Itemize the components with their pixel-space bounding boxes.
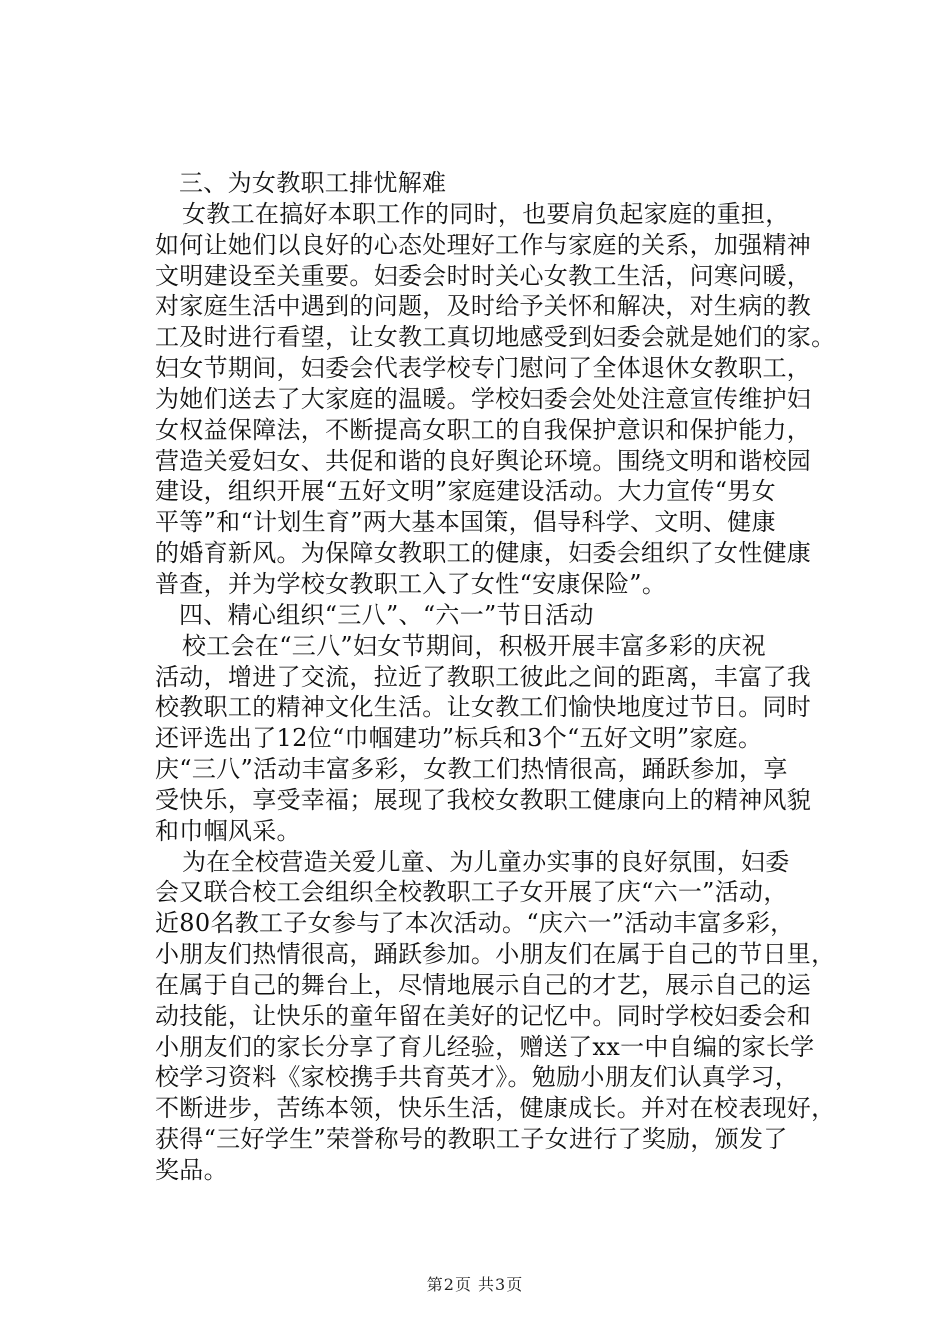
text-line: 平等”和“计划生育”两大基本国策，倡导科学、文明、健康 xyxy=(155,508,776,537)
text-line: 还评选出了12位“巾帼建功”标兵和3个“五好文明”家庭。 xyxy=(155,724,763,753)
text-line: 女教工在搞好本职工作的同时，也要肩负起家庭的重担， xyxy=(182,199,790,228)
text-line: 为在全校营造关爱儿童、为儿童办实事的良好氛围，妇委 xyxy=(182,847,790,876)
text-line: 在属于自己的舞台上，尽情地展示自己的才艺，展示自己的运 xyxy=(155,970,812,999)
text-line: 动技能，让快乐的童年留在美好的记忆中。同时学校妇委会和 xyxy=(155,1001,812,1030)
text-line: 女权益保障法，不断提高女职工的自我保护意识和保护能力， xyxy=(155,415,812,444)
text-line: 不断进步，苦练本领，快乐生活，健康成长。并对在校表现好， xyxy=(155,1094,836,1123)
text-line: 营造关爱妇女、共促和谐的良好舆论环境。围绕文明和谐校园 xyxy=(155,446,812,475)
text-line: 获得“三好学生”荣誉称号的教职工子女进行了奖励，颁发了 xyxy=(155,1125,788,1154)
text-line: 小朋友们的家长分享了育儿经验，赠送了xx一中自编的家长学 xyxy=(155,1032,815,1061)
text-line: 校工会在“三八”妇女节期间，积极开展丰富多彩的庆祝 xyxy=(182,631,767,660)
text-line: 校教职工的精神文化生活。让女教工们愉快地度过节日。同时 xyxy=(155,693,812,722)
text-line: 四、精心组织“三八”、“六一”节日活动 xyxy=(179,600,594,629)
text-line: 工及时进行看望，让女教工真切地感受到妇委会就是她们的家。 xyxy=(155,323,836,352)
text-line: 活动，增进了交流，拉近了教职工彼此之间的距离，丰富了我 xyxy=(155,662,812,691)
text-line: 奖品。 xyxy=(155,1156,228,1184)
text-line: 小朋友们热情很高，踊跃参加。小朋友们在属于自己的节日里， xyxy=(155,940,836,969)
text-line: 近80名教工子女参与了本次活动。“庆六一”活动丰富多彩， xyxy=(155,909,795,938)
text-line: 为她们送去了大家庭的温暖。学校妇委会处处注意宣传维护妇 xyxy=(155,384,812,413)
text-line: 如何让她们以良好的心态处理好工作与家庭的关系，加强精神 xyxy=(155,230,812,259)
text-line: 三、为女教职工排忧解难 xyxy=(179,169,447,197)
text-line: 会又联合校工会组织全校教职工子女开展了庆“六一”活动， xyxy=(155,878,788,907)
text-line: 对家庭生活中遇到的问题，及时给予关怀和解决，对生病的教 xyxy=(155,292,812,321)
text-line: 普查，并为学校女教职工入了女性“安康保险”。 xyxy=(155,569,667,598)
text-line: 和巾帼风采。 xyxy=(155,816,301,845)
text-line: 校学习资料《家校携手共育英才》。勉励小朋友们认真学习， xyxy=(155,1063,800,1092)
text-line: 妇女节期间，妇委会代表学校专门慰问了全体退休女教职工， xyxy=(155,354,812,383)
text-line: 的婚育新风。为保障女教职工的健康，妇委会组织了女性健康 xyxy=(155,539,812,568)
text-line: 文明建设至关重要。妇委会时时关心女教工生活，问寒问暖， xyxy=(155,261,812,290)
text-line: 庆“三八”活动丰富多彩，女教工们热情很高，踊跃参加，享 xyxy=(155,755,788,784)
text-line: 受快乐，享受幸福；展现了我校女教职工健康向上的精神风貌 xyxy=(155,785,812,814)
text-line: 建设，组织开展“五好文明”家庭建设活动。大力宣传“男女 xyxy=(155,477,776,506)
page-footer: 第2页 共3页 xyxy=(426,1275,524,1294)
